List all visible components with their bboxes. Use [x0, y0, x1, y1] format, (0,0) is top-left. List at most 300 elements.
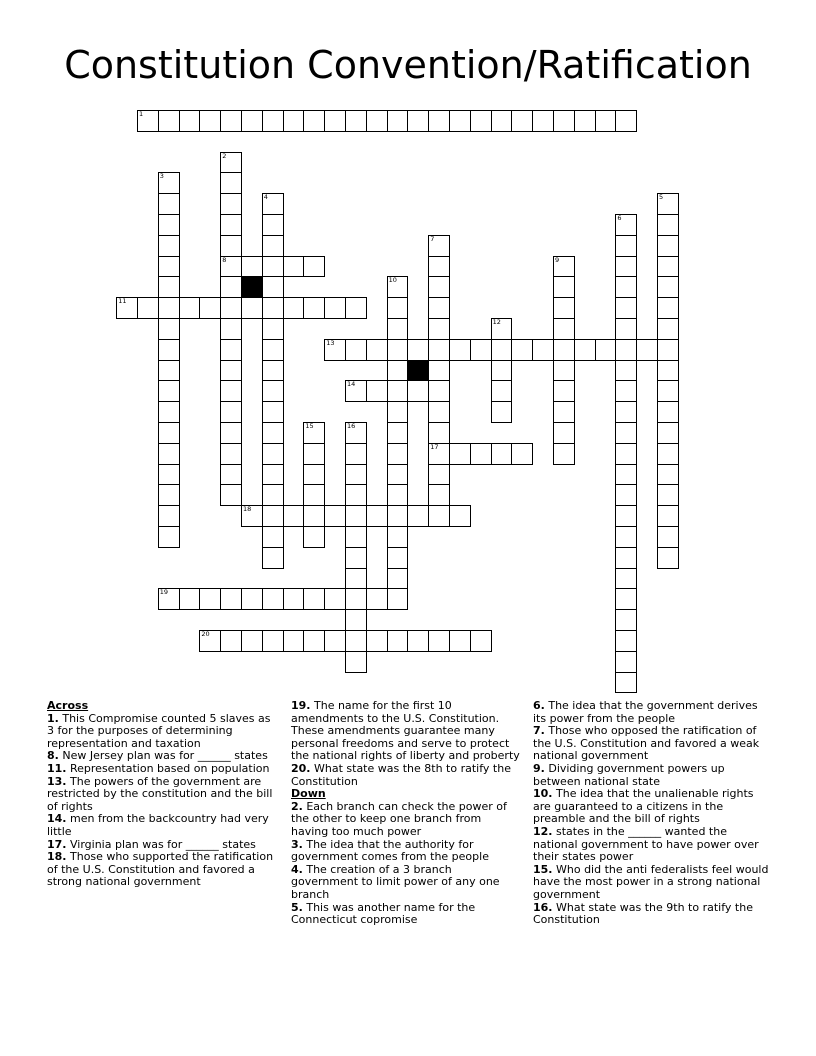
clue-number: 9 [555, 255, 560, 264]
grid-cell[interactable] [387, 318, 409, 340]
grid-cell[interactable] [283, 256, 305, 278]
grid-cell[interactable] [241, 256, 263, 278]
grid-cell[interactable] [449, 630, 471, 652]
clue-item [533, 826, 769, 864]
clue-item [291, 700, 521, 763]
grid-cell[interactable] [158, 360, 180, 382]
grid-cell[interactable] [553, 380, 575, 402]
grid-cell[interactable] [324, 297, 346, 319]
grid-cell[interactable] [491, 360, 513, 382]
grid-cell[interactable] [262, 318, 284, 340]
grid-cell[interactable] [511, 339, 533, 361]
across-heading: Across [47, 699, 89, 712]
grid-cell[interactable] [387, 297, 409, 319]
grid-cell[interactable] [303, 297, 325, 319]
grid-cell[interactable] [262, 276, 284, 298]
clue-text: Dividing government powers up between national state [533, 761, 725, 788]
grid-cell[interactable] [449, 339, 471, 361]
grid-cell[interactable] [345, 339, 367, 361]
clue-number-label: 19. [291, 699, 311, 712]
grid-cell[interactable] [511, 443, 533, 465]
clue-text: The idea that the government derives its power from the people [533, 699, 758, 725]
grid-cell[interactable] [615, 110, 637, 132]
grid-cell[interactable] [303, 110, 325, 132]
grid-cell[interactable] [407, 339, 429, 361]
grid-cell[interactable] [615, 588, 637, 610]
grid-cell[interactable] [220, 443, 242, 465]
clue-number: 12 [492, 318, 501, 326]
clue-item [47, 813, 277, 838]
grid-cell[interactable] [387, 110, 409, 132]
grid-cell[interactable] [303, 464, 325, 486]
clue-column-3 [533, 700, 769, 927]
clue-number-label: 6. [533, 699, 545, 712]
grid-cell[interactable] [220, 172, 242, 194]
grid-cell[interactable] [241, 630, 263, 652]
black-cell [407, 360, 429, 382]
grid-cell[interactable] [615, 547, 637, 569]
grid-cell[interactable] [262, 110, 284, 132]
grid-cell[interactable] [428, 339, 450, 361]
clue-number: 1 [139, 110, 144, 118]
grid-cell[interactable] [345, 380, 367, 402]
grid-cell[interactable] [387, 360, 409, 382]
grid-cell[interactable] [615, 568, 637, 590]
grid-cell[interactable] [553, 360, 575, 382]
grid-cell[interactable] [345, 609, 367, 631]
grid-cell[interactable] [470, 110, 492, 132]
clue-number: 11 [118, 297, 127, 306]
clue-number: 17 [430, 442, 439, 451]
grid-cell[interactable] [241, 588, 263, 610]
grid-cell[interactable] [345, 422, 367, 444]
clue-text: Each branch can check the power of the other to keep one branch from having too much power [291, 799, 507, 838]
grid-cell[interactable] [387, 505, 409, 527]
grid-cell[interactable] [491, 318, 513, 340]
grid-cell[interactable] [262, 235, 284, 257]
page-title: Constitution Convention/Ratification [64, 43, 752, 87]
grid-cell[interactable] [387, 276, 409, 298]
clue-number: 10 [388, 276, 397, 285]
clue-number-label: 2. [291, 799, 303, 813]
down-heading: Down [291, 787, 326, 801]
clue-text: men from the backcountry had very little [47, 812, 269, 838]
grid-cell[interactable] [553, 422, 575, 444]
grid-cell[interactable] [283, 630, 305, 652]
grid-cell[interactable] [615, 297, 637, 319]
grid-cell[interactable] [283, 297, 305, 319]
grid-cell[interactable] [387, 526, 409, 548]
grid-cell[interactable] [158, 256, 180, 278]
clue-text: The powers of the government are restricted by the constitution and the bill of rights [47, 774, 273, 813]
grid-cell[interactable] [262, 484, 284, 506]
grid-cell[interactable] [470, 630, 492, 652]
grid-cell[interactable] [615, 318, 637, 340]
grid-cell[interactable] [220, 256, 242, 278]
grid-cell[interactable] [303, 505, 325, 527]
grid-cell[interactable] [158, 526, 180, 548]
grid-cell[interactable] [158, 172, 180, 194]
grid-cell[interactable] [345, 547, 367, 569]
grid-cell[interactable] [303, 588, 325, 610]
clue-text: What state was the 9th to ratify the Constitution [533, 900, 753, 927]
grid-cell[interactable] [553, 110, 575, 132]
clue-text: Virginia plan was for ______ states [70, 837, 256, 851]
grid-cell[interactable] [220, 422, 242, 444]
grid-cell[interactable] [345, 110, 367, 132]
clue-item [47, 776, 277, 814]
grid-cell[interactable] [615, 651, 637, 673]
grid-cell[interactable] [574, 339, 596, 361]
grid-cell[interactable] [657, 235, 679, 257]
grid-cell[interactable] [303, 422, 325, 444]
grid-cell[interactable] [553, 318, 575, 340]
grid-cell[interactable] [220, 110, 242, 132]
clue-number-label: 11. [47, 761, 67, 775]
clue-number-label: 10. [533, 787, 553, 801]
clue-number-label: 20. [291, 761, 311, 775]
clue-number: 20 [201, 630, 210, 638]
grid-cell[interactable] [553, 256, 575, 278]
grid-cell[interactable] [158, 422, 180, 444]
grid-cell[interactable] [158, 443, 180, 465]
grid-cell[interactable] [657, 214, 679, 236]
grid-cell[interactable] [283, 505, 305, 527]
grid-cell[interactable] [303, 256, 325, 278]
clue-number-label: 3. [291, 837, 303, 851]
clue-number: 2 [222, 151, 227, 160]
grid-cell[interactable] [615, 609, 637, 631]
grid-cell[interactable] [428, 505, 450, 527]
grid-cell[interactable] [615, 672, 637, 694]
grid-cell[interactable] [262, 380, 284, 402]
grid-cell[interactable] [220, 193, 242, 215]
grid-cell[interactable] [220, 464, 242, 486]
grid-cell[interactable] [158, 588, 180, 610]
grid-cell[interactable] [387, 464, 409, 486]
grid-cell[interactable] [345, 588, 367, 610]
grid-cell[interactable] [615, 505, 637, 527]
grid-cell[interactable] [158, 297, 180, 319]
grid-cell[interactable] [220, 630, 242, 652]
grid-cell[interactable] [657, 484, 679, 506]
grid-cell[interactable] [428, 401, 450, 423]
grid-cell[interactable] [262, 443, 284, 465]
clue-text: What state was the 8th to ratify the Constitution [291, 761, 511, 788]
clue-number: 7 [430, 234, 435, 243]
clue-column-1 [47, 700, 277, 889]
grid-cell[interactable] [262, 401, 284, 423]
grid-cell[interactable] [283, 110, 305, 132]
grid-cell[interactable] [283, 588, 305, 610]
grid-cell[interactable] [407, 380, 429, 402]
grid-cell[interactable] [387, 422, 409, 444]
clue-number-label: 12. [533, 824, 553, 838]
grid-cell[interactable] [220, 276, 242, 298]
grid-cell[interactable] [241, 110, 263, 132]
clue-item [291, 839, 521, 864]
grid-cell[interactable] [366, 505, 388, 527]
clue-number: 8 [222, 255, 227, 264]
grid-cell[interactable] [449, 443, 471, 465]
grid-cell[interactable] [262, 526, 284, 548]
grid-cell[interactable] [428, 297, 450, 319]
grid-cell[interactable] [158, 193, 180, 215]
grid-cell[interactable] [553, 401, 575, 423]
grid-cell[interactable] [158, 505, 180, 527]
grid-cell[interactable] [179, 588, 201, 610]
clue-text: Those who supported the ratification of the U.S. Constitution and favored a strong national government [47, 850, 274, 889]
grid-cell[interactable] [615, 484, 637, 506]
grid-cell[interactable] [345, 484, 367, 506]
grid-cell[interactable] [532, 110, 554, 132]
grid-cell[interactable] [574, 110, 596, 132]
grid-cell[interactable] [532, 339, 554, 361]
clue-item [533, 763, 769, 788]
grid-cell[interactable] [657, 193, 679, 215]
grid-cell[interactable] [179, 110, 201, 132]
grid-cell[interactable] [220, 152, 242, 174]
clue-number-label: 13. [47, 774, 67, 788]
grid-cell[interactable] [387, 484, 409, 506]
grid-cell[interactable] [345, 505, 367, 527]
grid-cell[interactable] [158, 110, 180, 132]
grid-cell[interactable] [470, 443, 492, 465]
grid-cell[interactable] [262, 505, 284, 527]
grid-cell[interactable] [615, 422, 637, 444]
black-cell [241, 276, 263, 298]
grid-cell[interactable] [262, 339, 284, 361]
grid-cell[interactable] [220, 297, 242, 319]
grid-cell[interactable] [428, 422, 450, 444]
grid-cell[interactable] [553, 297, 575, 319]
clue-item [291, 763, 521, 788]
grid-cell[interactable] [657, 401, 679, 423]
grid-cell[interactable] [366, 630, 388, 652]
grid-cell[interactable] [387, 401, 409, 423]
grid-cell[interactable] [262, 214, 284, 236]
grid-cell[interactable] [657, 547, 679, 569]
grid-cell[interactable] [595, 110, 617, 132]
grid-cell[interactable] [615, 276, 637, 298]
grid-cell[interactable] [553, 276, 575, 298]
grid-cell[interactable] [199, 110, 221, 132]
grid-cell[interactable] [657, 276, 679, 298]
grid-cell[interactable] [345, 630, 367, 652]
grid-cell[interactable] [615, 464, 637, 486]
grid-cell[interactable] [428, 464, 450, 486]
grid-cell[interactable] [303, 443, 325, 465]
grid-cell[interactable] [366, 110, 388, 132]
grid-cell[interactable] [595, 339, 617, 361]
grid-cell[interactable] [262, 422, 284, 444]
grid-cell[interactable] [158, 318, 180, 340]
grid-cell[interactable] [345, 443, 367, 465]
grid-cell[interactable] [158, 276, 180, 298]
grid-cell[interactable] [262, 630, 284, 652]
grid-cell[interactable] [657, 318, 679, 340]
clue-text: The idea that the unalienable rights are guaranteed to a citizens in the preamble and the bill of rights [533, 787, 754, 826]
grid-cell[interactable] [428, 380, 450, 402]
grid-cell[interactable] [345, 464, 367, 486]
grid-cell[interactable] [428, 276, 450, 298]
grid-cell[interactable] [324, 110, 346, 132]
grid-cell[interactable] [428, 630, 450, 652]
grid-cell[interactable] [262, 547, 284, 569]
grid-cell[interactable] [636, 339, 658, 361]
grid-cell[interactable] [303, 484, 325, 506]
grid-cell[interactable] [657, 443, 679, 465]
grid-cell[interactable] [303, 630, 325, 652]
clue-text: This was another name for the Connecticut copromise [291, 900, 476, 927]
grid-cell[interactable] [324, 588, 346, 610]
grid-cell[interactable] [387, 568, 409, 590]
grid-cell[interactable] [615, 214, 637, 236]
grid-cell[interactable] [158, 339, 180, 361]
grid-cell[interactable] [220, 401, 242, 423]
grid-cell[interactable] [407, 630, 429, 652]
grid-cell[interactable] [158, 464, 180, 486]
grid-cell[interactable] [657, 339, 679, 361]
grid-cell[interactable] [220, 360, 242, 382]
grid-cell[interactable] [137, 110, 159, 132]
grid-cell[interactable] [158, 235, 180, 257]
grid-cell[interactable] [657, 380, 679, 402]
grid-cell[interactable] [615, 401, 637, 423]
clue-number: 6 [617, 214, 622, 222]
grid-cell[interactable] [615, 256, 637, 278]
clue-number: 16 [347, 422, 356, 430]
clue-item [533, 864, 769, 902]
grid-cell[interactable] [387, 443, 409, 465]
grid-cell[interactable] [220, 235, 242, 257]
grid-cell[interactable] [428, 360, 450, 382]
grid-cell[interactable] [470, 339, 492, 361]
grid-cell[interactable] [220, 484, 242, 506]
grid-cell[interactable] [615, 360, 637, 382]
grid-cell[interactable] [345, 297, 367, 319]
grid-cell[interactable] [615, 380, 637, 402]
grid-cell[interactable] [407, 505, 429, 527]
grid-cell[interactable] [387, 588, 409, 610]
grid-cell[interactable] [428, 484, 450, 506]
grid-cell[interactable] [657, 464, 679, 486]
grid-cell[interactable] [262, 193, 284, 215]
grid-cell[interactable] [303, 526, 325, 548]
grid-cell[interactable] [220, 339, 242, 361]
clue-text: states in the ______ wanted the national government to have power over their states power [533, 824, 759, 864]
grid-cell[interactable] [615, 339, 637, 361]
grid-cell[interactable] [553, 443, 575, 465]
grid-cell[interactable] [220, 588, 242, 610]
grid-cell[interactable] [324, 630, 346, 652]
clue-item [533, 700, 769, 725]
grid-cell[interactable] [491, 401, 513, 423]
grid-cell[interactable] [262, 360, 284, 382]
grid-cell[interactable] [345, 651, 367, 673]
grid-cell[interactable] [345, 568, 367, 590]
grid-cell[interactable] [491, 110, 513, 132]
clue-text: Those who opposed the ratification of the U.S. Constitution and favored a weak national government [533, 724, 760, 763]
grid-cell[interactable] [657, 297, 679, 319]
grid-cell[interactable] [428, 318, 450, 340]
grid-cell[interactable] [220, 380, 242, 402]
clue-text: Who did the anti federalists feel would have the most power in a strong national government [533, 862, 769, 901]
grid-cell[interactable] [615, 630, 637, 652]
grid-cell[interactable] [324, 505, 346, 527]
clue-number-label: 18. [47, 850, 67, 864]
grid-cell[interactable] [657, 505, 679, 527]
grid-cell[interactable] [158, 380, 180, 402]
grid-cell[interactable] [220, 318, 242, 340]
grid-cell[interactable] [241, 505, 263, 527]
grid-cell[interactable] [220, 214, 242, 236]
grid-cell[interactable] [553, 339, 575, 361]
clue-number: 18 [243, 505, 252, 514]
grid-cell[interactable] [657, 526, 679, 548]
grid-cell[interactable] [615, 526, 637, 548]
grid-cell[interactable] [387, 339, 409, 361]
grid-cell[interactable] [199, 630, 221, 652]
grid-cell[interactable] [511, 110, 533, 132]
grid-cell[interactable] [262, 588, 284, 610]
grid-cell[interactable] [366, 339, 388, 361]
grid-cell[interactable] [657, 422, 679, 444]
grid-cell[interactable] [615, 235, 637, 257]
grid-cell[interactable] [262, 256, 284, 278]
grid-cell[interactable] [657, 360, 679, 382]
grid-cell[interactable] [428, 443, 450, 465]
clue-number: 5 [659, 193, 664, 202]
grid-cell[interactable] [615, 443, 637, 465]
grid-cell[interactable] [387, 547, 409, 569]
grid-cell[interactable] [387, 380, 409, 402]
grid-cell[interactable] [387, 630, 409, 652]
grid-cell[interactable] [158, 401, 180, 423]
grid-cell[interactable] [199, 297, 221, 319]
grid-cell[interactable] [449, 110, 471, 132]
grid-cell[interactable] [324, 339, 346, 361]
grid-cell[interactable] [179, 297, 201, 319]
grid-cell[interactable] [366, 588, 388, 610]
grid-cell[interactable] [407, 110, 429, 132]
grid-cell[interactable] [366, 380, 388, 402]
grid-cell[interactable] [428, 110, 450, 132]
clue-text: The idea that the authority for government comes from the people [291, 837, 489, 864]
grid-cell[interactable] [491, 339, 513, 361]
clue-number: 15 [305, 422, 314, 430]
grid-cell[interactable] [137, 297, 159, 319]
grid-cell[interactable] [262, 297, 284, 319]
grid-cell[interactable] [158, 214, 180, 236]
grid-cell[interactable] [428, 256, 450, 278]
grid-cell[interactable] [657, 256, 679, 278]
grid-cell[interactable] [491, 380, 513, 402]
clue-text: The name for the first 10 amendments to the U.S. Constitution. These amendments guarantee many personal freedoms and serve to protect the national rights of liberty and proberty [291, 699, 520, 763]
grid-cell[interactable] [345, 526, 367, 548]
clue-number-label: 9. [533, 761, 545, 775]
grid-cell[interactable] [428, 235, 450, 257]
grid-cell[interactable] [491, 443, 513, 465]
clue-number-label: 14. [47, 812, 67, 826]
grid-cell[interactable] [158, 484, 180, 506]
grid-cell[interactable] [241, 297, 263, 319]
grid-cell[interactable] [449, 505, 471, 527]
grid-cell[interactable] [199, 588, 221, 610]
clue-number-label: 7. [533, 724, 545, 738]
grid-cell[interactable] [262, 464, 284, 486]
grid-cell[interactable] [116, 297, 138, 319]
